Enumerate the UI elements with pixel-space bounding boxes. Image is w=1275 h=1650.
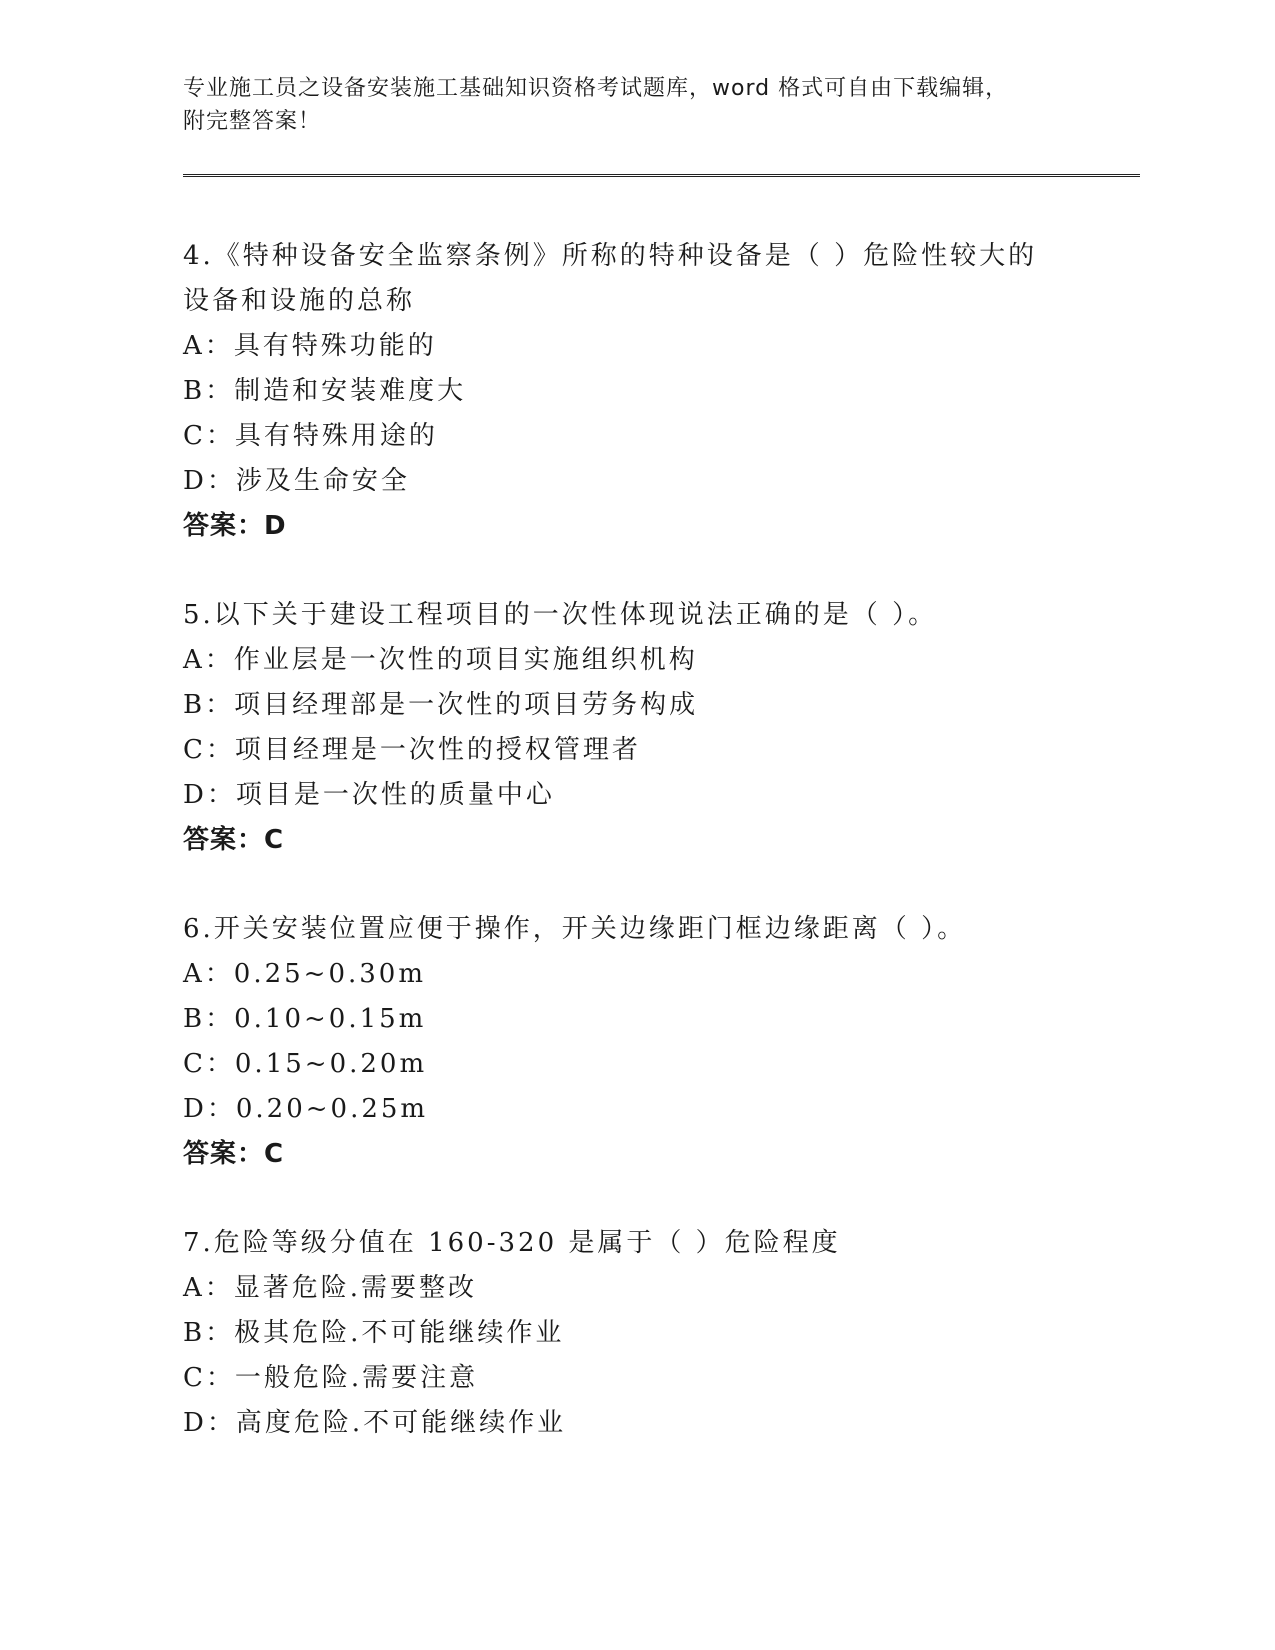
- question-5: [183, 593, 1083, 863]
- question-list: [183, 234, 1083, 1490]
- answer-label: 答案：C: [183, 1139, 285, 1169]
- header-line-1: 专业施工员之设备安装施工基础知识资格考试题库，word 格式可自由下载编辑，: [183, 76, 1009, 101]
- option-c: C：0.15~0.20m: [183, 1049, 428, 1079]
- document-header: [183, 72, 1063, 138]
- question-stem: 4.《特种设备安全监察条例》所称的特种设备是（ ）危险性较大的设备和设施的总称: [183, 241, 1038, 316]
- answer-label: 答案：C: [183, 825, 285, 855]
- option-d: D：项目是一次性的质量中心: [183, 780, 555, 810]
- option-c: C：项目经理是一次性的授权管理者: [183, 735, 641, 765]
- option-b: B：制造和安装难度大: [183, 376, 467, 406]
- option-d: D：0.20~0.25m: [183, 1094, 429, 1124]
- option-a: A：作业层是一次性的项目实施组织机构: [183, 645, 698, 675]
- option-d: D：高度危险.不可能继续作业: [183, 1408, 567, 1438]
- question-stem: 7.危险等级分值在 160-320 是属于（ ）危险程度: [183, 1228, 841, 1258]
- question-stem: 5.以下关于建设工程项目的一次性体现说法正确的是（ ）。: [183, 600, 938, 630]
- option-a: A：0.25~0.30m: [183, 959, 426, 989]
- question-4: [183, 234, 1083, 549]
- option-d: D：涉及生命安全: [183, 466, 410, 496]
- header-line-2: 附完整答案！: [183, 109, 322, 134]
- question-7: [183, 1221, 1083, 1446]
- option-c: C：一般危险.需要注意: [183, 1363, 479, 1393]
- option-a: A：显著危险.需要整改: [183, 1273, 478, 1303]
- question-stem: 6.开关安装位置应便于操作，开关边缘距门框边缘距离（ ）。: [183, 914, 967, 944]
- option-a: A：具有特殊功能的: [183, 331, 437, 361]
- answer-label: 答案：D: [183, 511, 287, 541]
- question-6: [183, 907, 1083, 1177]
- option-b: B：极其危险.不可能继续作业: [183, 1318, 565, 1348]
- option-c: C：具有特殊用途的: [183, 421, 438, 451]
- option-b: B：项目经理部是一次性的项目劳务构成: [183, 690, 699, 720]
- header-double-rule: [183, 174, 1140, 177]
- option-b: B：0.10~0.15m: [183, 1004, 427, 1034]
